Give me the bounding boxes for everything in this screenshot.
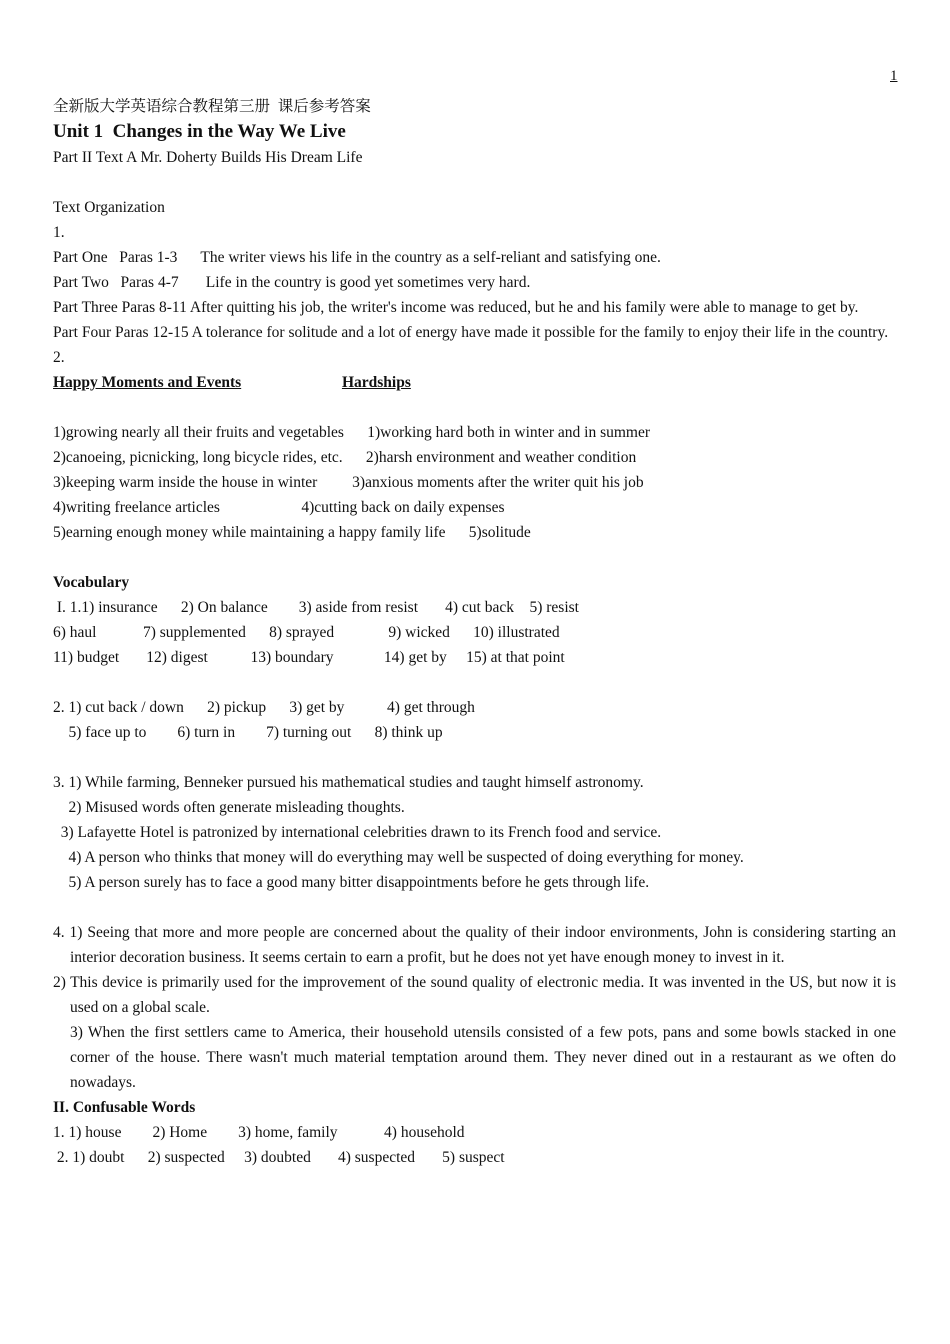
unit-title: Unit 1 Changes in the Way We Live bbox=[53, 121, 346, 142]
happy-hard-row: 4)writing freelance articles 4)cutting back on daily expenses bbox=[53, 499, 505, 516]
vocab-s3-line: 3. 1) While farming, Benneker pursued his mathematical studies and taught himself astronomy. bbox=[53, 774, 644, 791]
vocab-s4-paragraph-1: 4. 1) Seeing that more and more people are concerned about the quality of their indoor environments, John is considering starting an interior decoration business. It seems certain to earn a profit, but he does not yet have enough money to invest in it. bbox=[53, 924, 896, 966]
happy-hard-row: 2)canoeing, picnicking, long bicycle rides, etc. 2)harsh environment and weather condition bbox=[53, 449, 637, 466]
columns-header bbox=[53, 370, 896, 395]
organization-heading: Text Organization bbox=[53, 199, 165, 216]
page-number: 1 bbox=[890, 68, 898, 84]
vocab-s3-line: 5) A person surely has to face a good many bitter disappointments before he gets through life. bbox=[53, 874, 650, 891]
happy-hard-row: 1)growing nearly all their fruits and vegetables 1)working hard both in winter and in summer bbox=[53, 424, 651, 441]
part-three: Part Three Paras 8-11 After quitting his job, the writer's income was reduced, but he and his family were able to manage to get by. bbox=[53, 299, 859, 316]
organization-item-2: 2. bbox=[53, 349, 65, 366]
col-happy-heading: Happy Moments and Events bbox=[53, 374, 242, 391]
part-two: Part Two Paras 4-7 Life in the country is good yet sometimes very hard. bbox=[53, 274, 531, 291]
vocab-s3-line: 3) Lafayette Hotel is patronized by international celebrities drawn to its French food and service. bbox=[53, 824, 662, 841]
vocabulary-heading: Vocabulary bbox=[53, 574, 130, 591]
organization-item-1: 1. bbox=[53, 224, 65, 241]
vocab-s1-line: 6) haul 7) supplemented 8) sprayed 9) wicked 10) illustrated bbox=[53, 624, 560, 641]
happy-hard-row: 3)keeping warm inside the house in winter 3)anxious moments after the writer quit his job bbox=[53, 474, 644, 491]
happy-hard-row: 5)earning enough money while maintaining a happy family life 5)solitude bbox=[53, 524, 531, 541]
vocab-s3-line: 2) Misused words often generate misleading thoughts. bbox=[53, 799, 405, 816]
vocab-s1-line: I. 1.1) insurance 2) On balance 3) aside from resist 4) cut back 5) resist bbox=[53, 599, 579, 616]
vocab-s3-line: 4) A person who thinks that money will do everything may well be suspected of doing everything for money. bbox=[53, 849, 744, 866]
vocab-s1-line: 11) budget 12) digest 13) boundary 14) get by 15) at that point bbox=[53, 649, 565, 666]
confusable-line: 2. 1) doubt 2) suspected 3) doubted 4) suspected 5) suspect bbox=[53, 1149, 505, 1166]
subtitle-cn: 全新版大学英语综合教程第三册 课后参考答案 bbox=[53, 98, 371, 115]
document-body bbox=[53, 94, 896, 1170]
part-four: Part Four Paras 12-15 A tolerance for solitude and a lot of energy have made it possible for the family to enjoy their life in the country. bbox=[53, 324, 889, 341]
vocab-s4-paragraph-2: 2) This device is primarily used for the improvement of the sound quality of electronic media. It was invented in the US, but now it is used on a global scale. bbox=[53, 974, 896, 1016]
text-title: Part II Text A Mr. Doherty Builds His Dream Life bbox=[53, 149, 363, 166]
vocab-s4-paragraph-3: 3) When the first settlers came to America, their household utensils consisted of a few pots, pans and some bowls stacked in one corner of the house. There wasn't much material temptation around them. They never dined out in a restaurant as we often do nowadays. bbox=[70, 1024, 896, 1091]
confusable-heading: II. Confusable Words bbox=[53, 1099, 196, 1116]
vocab-s2-line: 5) face up to 6) turn in 7) turning out 8) think up bbox=[53, 724, 443, 741]
col-hardships-heading: Hardships bbox=[341, 374, 411, 391]
vocab-s2-line: 2. 1) cut back / down 2) pickup 3) get by 4) get through bbox=[53, 699, 475, 716]
part-one: Part One Paras 1-3 The writer views his life in the country as a self-reliant and satisfying one. bbox=[53, 249, 661, 266]
confusable-line: 1. 1) house 2) Home 3) home, family 4) household bbox=[53, 1124, 465, 1141]
